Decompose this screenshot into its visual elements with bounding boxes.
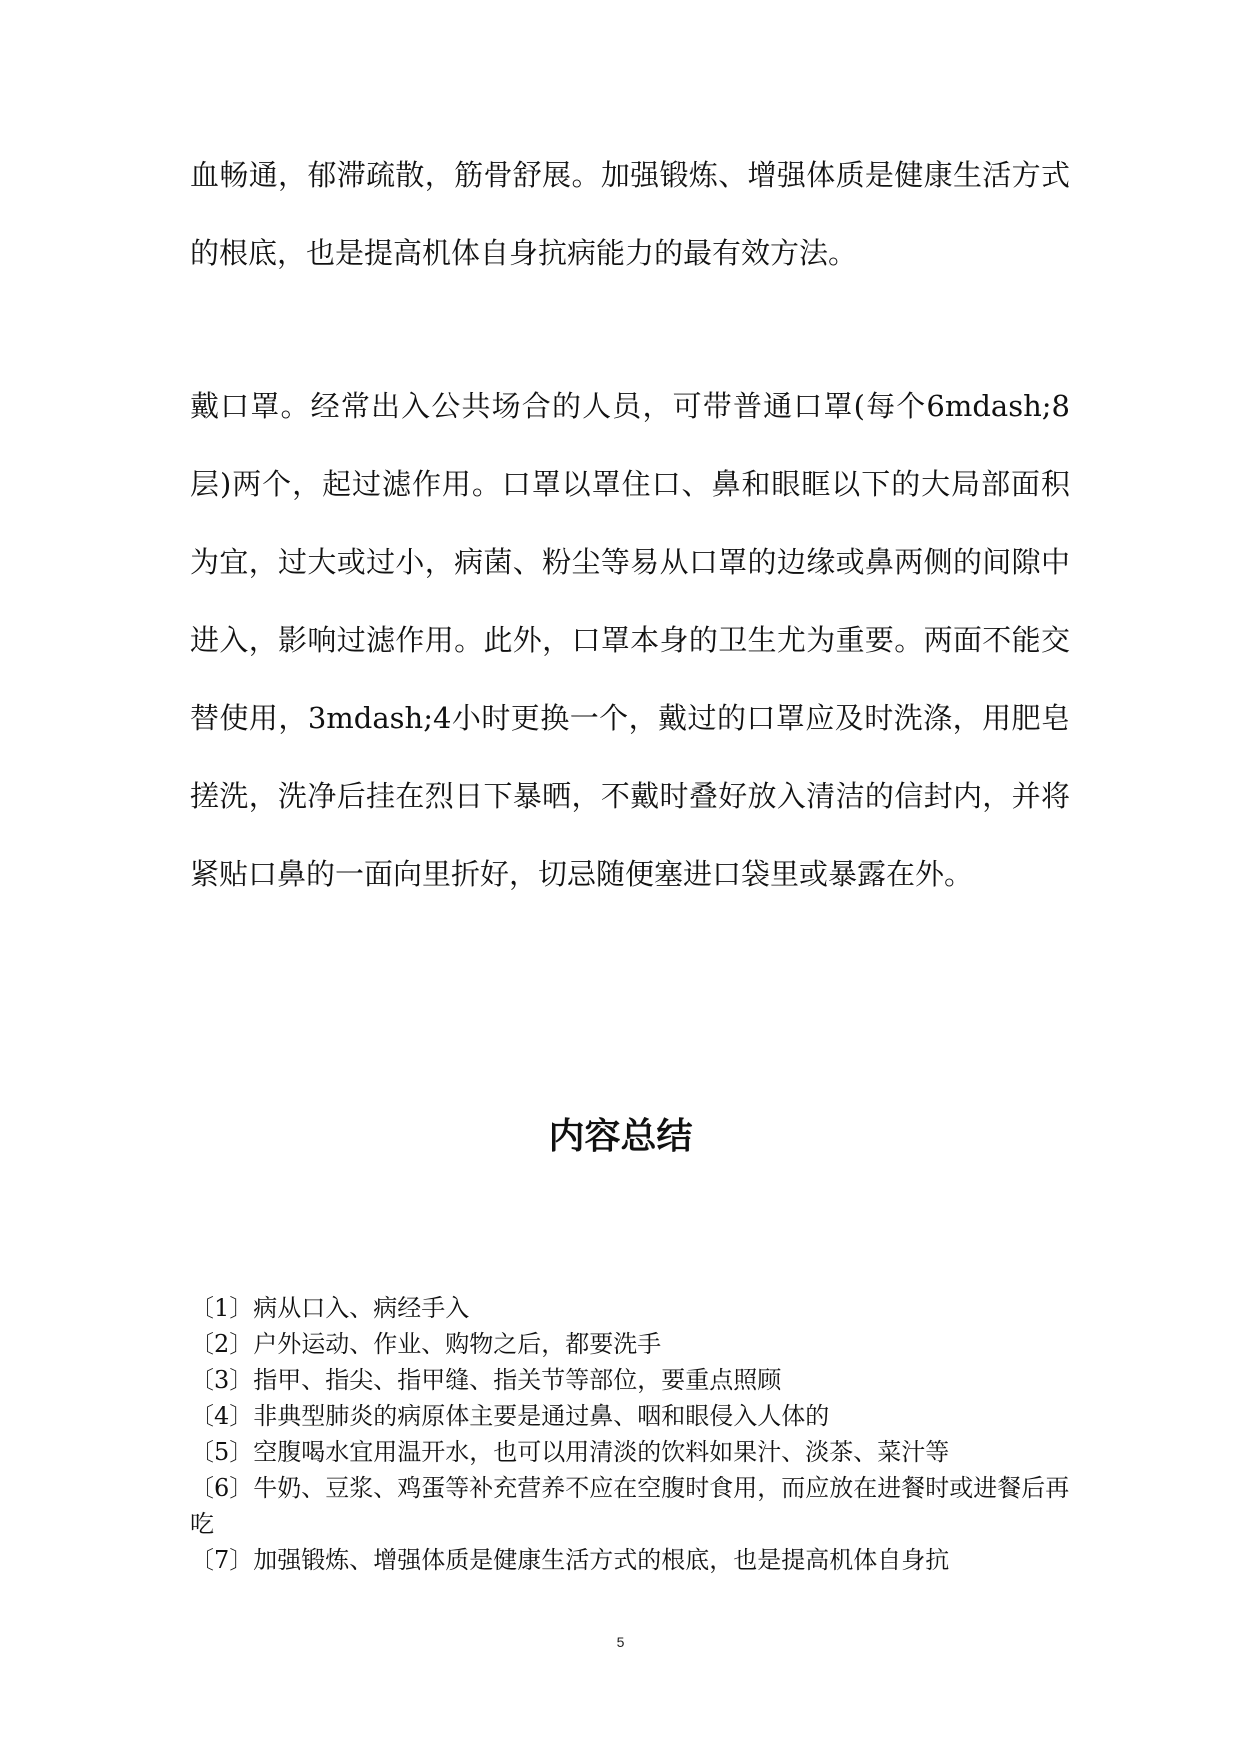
page-number: 5 [616,1634,625,1650]
summary-item: 〔5〕空腹喝水宜用温开水，也可以用清淡的饮料如果汁、淡茶、菜汁等 [190,1438,950,1466]
body-paragraph-1: 血畅通，郁滞疏散，筋骨舒展。加强锻炼、增强体质是健康生活方式的根底，也是提高机体自身抗病能力的最有效方法。 [190,158,1070,270]
summary-item: 〔1〕病从口入、病经手入 [190,1294,470,1322]
summary-item: 〔2〕户外运动、作业、购物之后，都要洗手 [190,1330,662,1358]
summary-title: 内容总结 [548,1116,693,1157]
summary-list [190,1290,1070,1578]
summary-item: 〔7〕加强锻炼、增强体质是健康生活方式的根底，也是提高机体自身抗 [190,1546,950,1574]
summary-item: 〔4〕非典型肺炎的病原体主要是通过鼻、咽和眼侵入人体的 [190,1402,830,1430]
body-paragraph-2: 戴口罩。经常出入公共场合的人员，可带普通口罩(每个6mdash;8层)两个，起过滤作用。口罩以罩住口、鼻和眼眶以下的大局部面积为宜，过大或过小，病菌、粉尘等易从口罩的边缘或鼻两侧的间隙中进入，影响过滤作用。此外，口罩本身的卫生尤为重要。两面不能交替使用，3mdash;4小时更换一个，戴过的口罩应及时洗涤，用肥皂搓洗，洗净后挂在烈日下暴晒，不戴时叠好放入清洁的信封内，并将紧贴口鼻的一面向里折好，切忌随便塞进口袋里或暴露在外。 [190,389,1070,891]
summary-item: 〔6〕牛奶、豆浆、鸡蛋等补充营养不应在空腹时食用，而应放在进餐时或进餐后再吃 [190,1474,1070,1538]
summary-item: 〔3〕指甲、指尖、指甲缝、指关节等部位，要重点照顾 [190,1366,782,1394]
